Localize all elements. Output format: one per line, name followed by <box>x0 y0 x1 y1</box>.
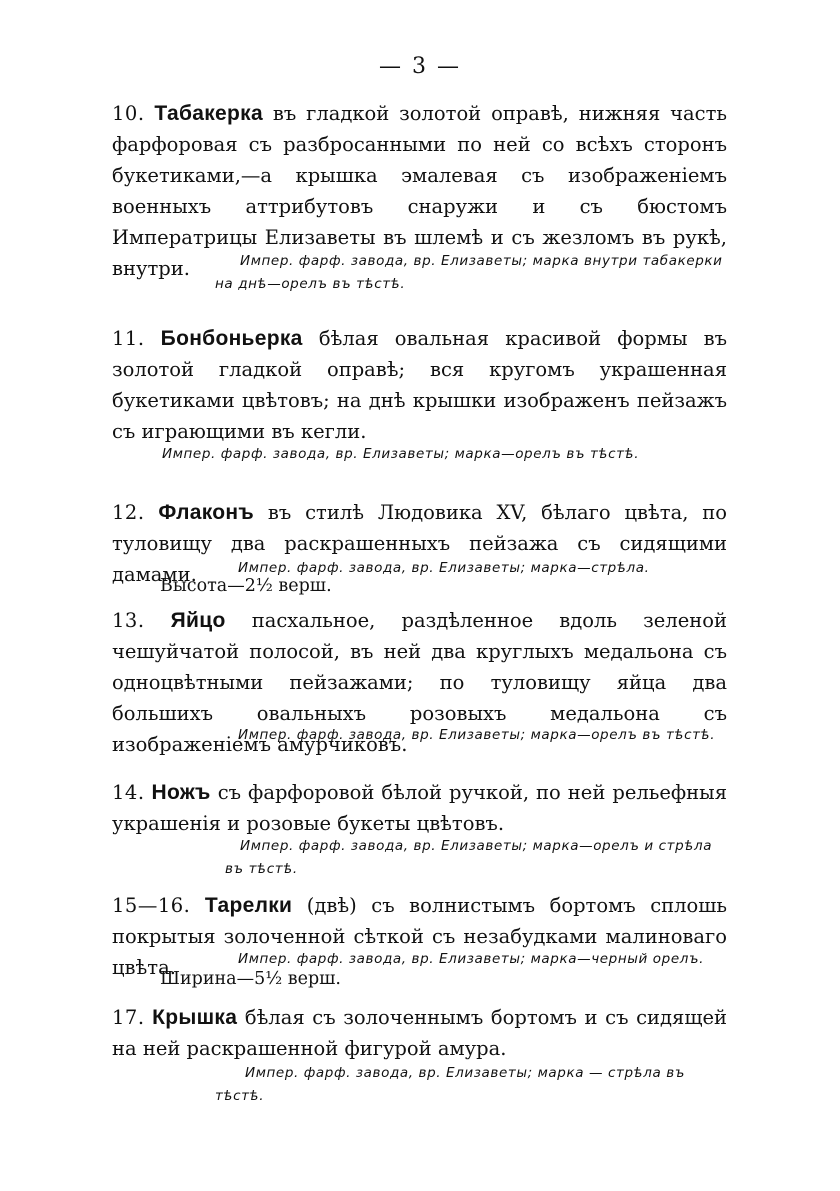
entry-description: бѣлая овальная красивой формы въ золотой гладкой оправѣ; вся кругомъ украшенная букетиками цвѣтовъ; на днѣ крышки изображенъ пейзажъ съ играющими въ кегли. <box>112 327 727 443</box>
entry-description: въ стилѣ Людовика XV, бѣлаго цвѣта, по туловищу два раскрашенныхъ пейзажа съ сидящими дамами. <box>112 501 728 586</box>
entry-note: Импер. фарф. завода, вр. Елизаветы; марка внутри табакерки на днѣ—орелъ въ тѣстѣ. <box>215 253 723 292</box>
entry-number: 10. <box>112 102 145 125</box>
entry-number: 15—16. <box>112 894 191 917</box>
entry-name: Крышка <box>152 1006 238 1029</box>
catalog-entry-11 <box>112 323 727 447</box>
entry-note: Импер. фарф. завода, вр. Елизаветы; марка—орелъ въ тѣстѣ. <box>238 727 716 743</box>
entry-measurement: Высота—2½ верш. <box>160 576 332 596</box>
entry-note: Импер. фарф. завода, вр. Елизаветы; марка—черный орелъ. <box>238 951 704 967</box>
entry-note: Импер. фарф. завода, вр. Елизаветы; марка — стрѣла въ тѣстѣ. <box>215 1065 685 1104</box>
entry-description: съ фарфоровой бѣлой ручкой, по ней рельефныя украшенія и розовые букеты цвѣтовъ. <box>112 781 728 835</box>
page-number: — 3 — <box>379 54 461 79</box>
entry-description: (двѣ) съ волнистымъ бортомъ сплошь покрытыя золоченной сѣткой съ незабудками малиноваго цвѣта. <box>112 894 727 979</box>
entry-note: Импер. фарф. завода, вр. Елизаветы; марка—стрѣла. <box>238 560 650 576</box>
entry-name: Яйцо <box>170 609 226 632</box>
entry-description: въ гладкой золотой оправѣ, нижняя часть фарфоровая съ разбросанными по ней со всѣхъ сторонъ букетиками,—а крышка эмалевая съ изображеніемъ военныхъ аттрибутовъ снаружи и съ бюстомъ Императрицы Елизаветы въ шлемѣ и съ жезломъ въ рукѣ, внутри. <box>112 102 727 280</box>
entry-note: Импер. фарф. завода, вр. Елизаветы; марка—орелъ и стрѣла въ тѣстѣ. <box>225 838 713 877</box>
entry-measurement: Ширина—5½ верш. <box>160 969 341 989</box>
entry-name: Тарелки <box>204 894 293 917</box>
entry-number: 11. <box>112 327 145 350</box>
entry-name: Табакерка <box>154 102 263 125</box>
entry-description: пасхальное, раздѣленное вдоль зеленой чешуйчатой полосой, въ ней два круглыхъ медальона съ одноцвѣтными пейзажами; по туловищу яйца два большихъ овальныхъ розовыхъ медальона съ изображеніемъ амурчиковъ. <box>112 609 727 756</box>
entry-number: 17. <box>112 1006 145 1029</box>
entry-name: Бонбоньерка <box>160 327 303 350</box>
entry-description: бѣлая съ золоченнымъ бортомъ и съ сидящей на ней раскрашенной фигурой амура. <box>112 1006 727 1060</box>
entry-name: Флаконъ <box>158 501 254 524</box>
entry-number: 14. <box>112 781 145 804</box>
entry-note: Импер. фарф. завода, вр. Елизаветы; марка—орелъ въ тѣстѣ. <box>162 446 640 462</box>
catalog-entry-17 <box>112 1002 727 1064</box>
catalog-entry-14 <box>112 777 727 839</box>
entry-number: 13. <box>112 609 145 632</box>
entry-number: 12. <box>112 501 145 524</box>
entry-name: Ножъ <box>151 781 211 804</box>
